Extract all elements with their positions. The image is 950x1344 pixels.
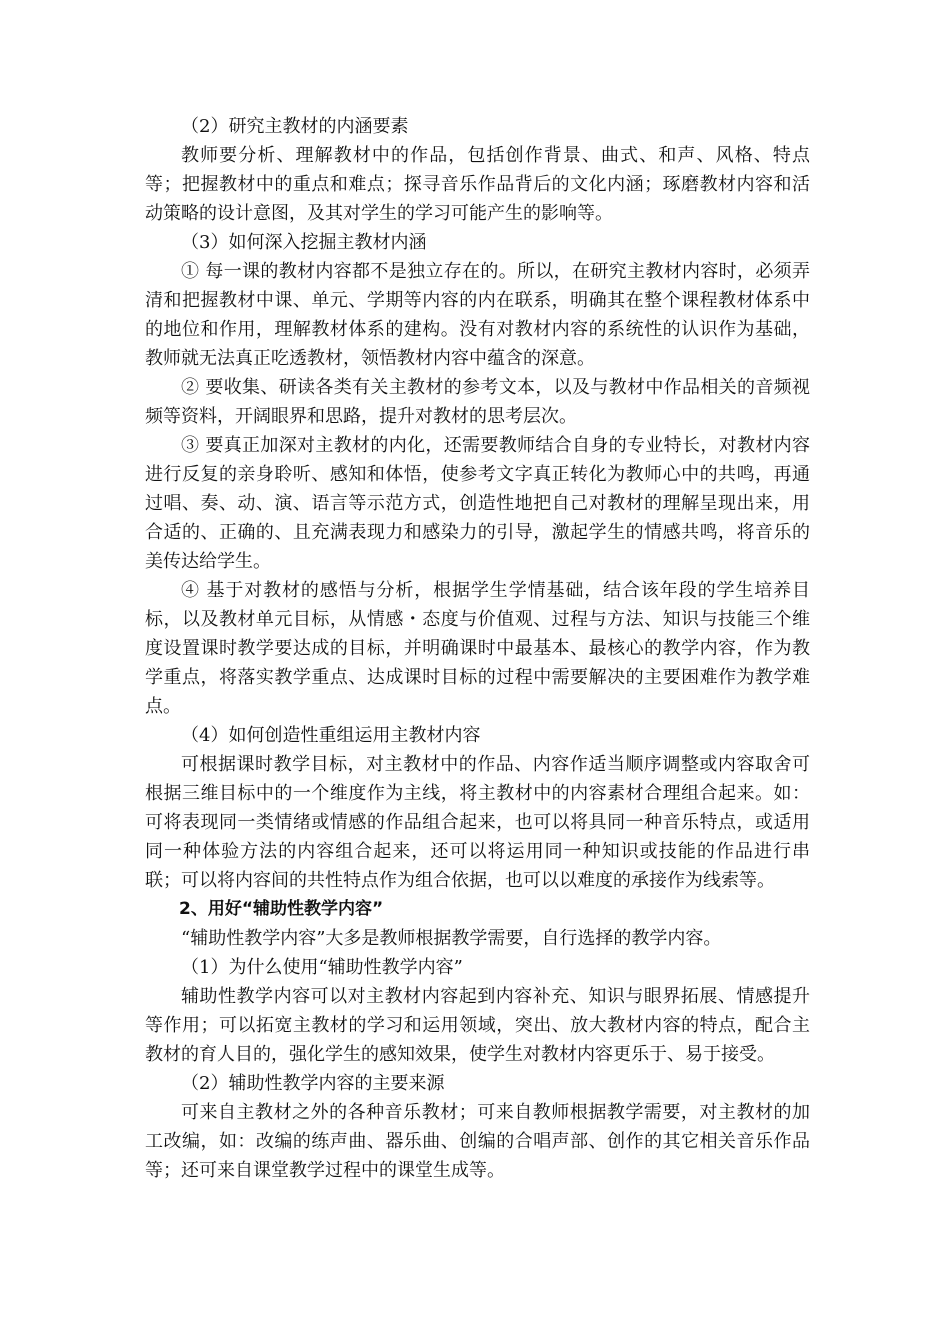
subheading-3: （3）如何深入挖掘主教材内涵 [181, 232, 427, 253]
body-paragraph: ④ 基于对教材的感悟与分析，根据学生学情基础，结合该年段的学生培养目标，以及教材单元目标，从情感・态度与价值观、过程与方法、知识与技能三个维度设置课时教学要达成的目标，并明确课时中最基本、最核心的教学内容，作为教学重点，将落实教学重点、达成课时目标的过程中需要解决的主要困难作为教学难点。 [145, 580, 810, 717]
body-paragraph: 辅助性教学内容可以对主教材内容起到内容补充、知识与眼界拓展、情感提升等作用；可以拓宽主教材的学习和运用领域，突出、放大教材内容的特点，配合主教材的育人目的，强化学生的感知效果，使学生对教材内容更乐于、易于接受。 [145, 986, 810, 1065]
subheading-2b: （2）辅助性教学内容的主要来源 [181, 1073, 445, 1094]
body-paragraph: 可来自主教材之外的各种音乐教材；可来自教师根据教学需要，对主教材的加工改编，如：改编的练声曲、器乐曲、创编的合唱声部、创作的其它相关音乐作品等；还可来自课堂教学过程中的课堂生成等。 [145, 1102, 810, 1181]
body-paragraph: ① 每一课的教材内容都不是独立存在的。所以，在研究主教材内容时，必须弄清和把握教材中课、单元、学期等内容的内在联系，明确其在整个课程教材体系中的地位和作用，理解教材体系的建构。没有对教材内容的系统性的认识作为基础，教师就无法真正吃透教材，领悟教材内容中蕴含的深意。 [145, 261, 810, 369]
body-paragraph: ② 要收集、研读各类有关主教材的参考文本，以及与教材中作品相关的音频视频等资料，开阔眼界和思路，提升对教材的思考层次。 [145, 377, 810, 427]
document-page [145, 112, 810, 1185]
body-paragraph: ③ 要真正加深对主教材的内化，还需要教师结合自身的专业特长，对教材内容进行反复的亲身聆听、感知和体悟，使参考文字真正转化为教师心中的共鸣，再通过唱、奏、动、演、语言等示范方式，创造性地把自己对教材的理解呈现出来，用合适的、正确的、且充满表现力和感染力的引导，激起学生的情感共鸣，将音乐的美传达给学生。 [145, 435, 810, 572]
subheading-2: （2）研究主教材的内涵要素 [181, 116, 409, 137]
subheading-4: （4）如何创造性重组运用主教材内容 [181, 725, 481, 746]
body-paragraph: 教师要分析、理解教材中的作品，包括创作背景、曲式、和声、风格、特点等；把握教材中的重点和难点；探寻音乐作品背后的文化内涵；琢磨教材内容和活动策略的设计意图，及其对学生的学习可能产生的影响等。 [145, 145, 810, 224]
body-paragraph: “辅助性教学内容”大多是教师根据教学需要，自行选择的教学内容。 [181, 928, 722, 949]
section-heading: 2、用好“辅助性教学内容” [179, 899, 384, 919]
body-paragraph: 可根据课时教学目标，对主教材中的作品、内容作适当顺序调整或内容取舍可根据三维目标中的一个维度作为主线，将主教材中的内容素材合理组合起来。如：可将表现同一类情绪或情感的作品组合起来，也可以将具同一种音乐特点，或适用同一种体验方法的内容组合起来，还可以将运用同一种知识或技能的作品进行串联；可以将内容间的共性特点作为组合依据，也可以以难度的承接作为线索等。 [145, 754, 810, 891]
subheading-1: （1）为什么使用“辅助性教学内容” [181, 957, 463, 978]
